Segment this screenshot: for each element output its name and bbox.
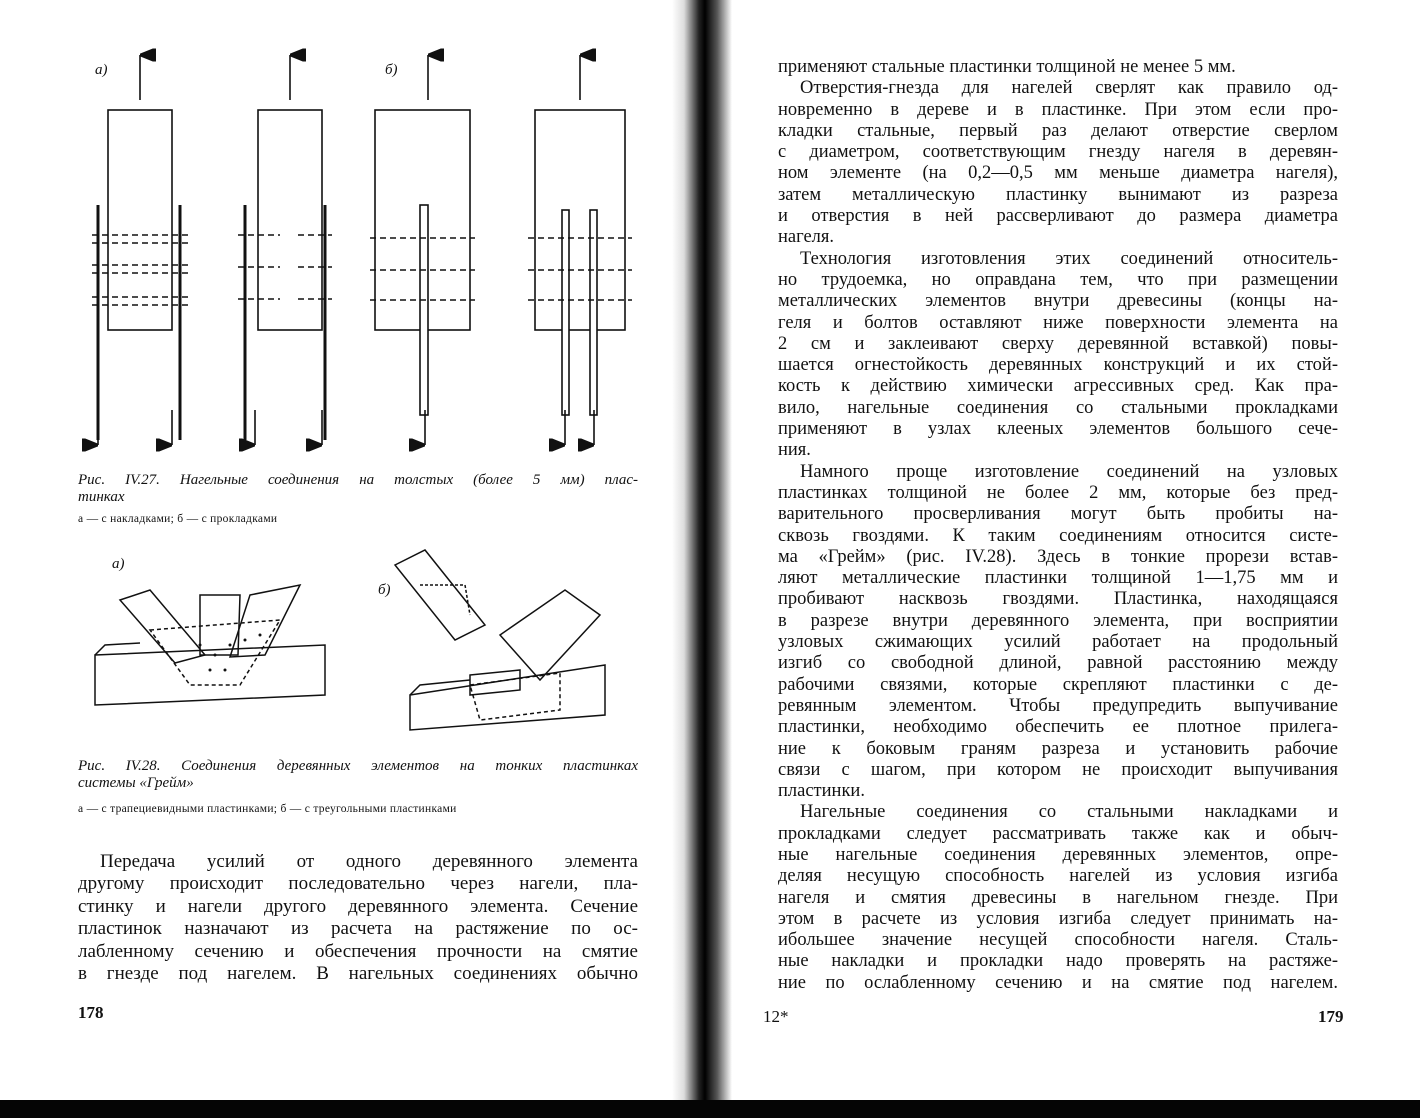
text-line: этом в расчете из условия изгиба следует принимать на- [778,908,1338,929]
text-line: пробивают насквозь гвоздями. Пластинка, находящаяся [778,589,1338,610]
text-line: связи с шагом, при котором не происходит выпучивания [778,759,1338,780]
text-line: сквозь гвоздями. К таким соединениям относится систе- [778,525,1338,546]
fig28-panel-a [95,585,325,705]
caption-line: тинках [78,489,125,505]
text-line: нагеля и смятия древесины в нагельном гнезде. При [778,887,1338,908]
text-line: с диаметром, соответствующим гнезду нагеля в деревян- [778,142,1338,163]
right-page [690,0,1420,1100]
text-line: изгиб со свободной длиной, равной расстоянию между [778,653,1338,674]
text-line: затем металлическую пластинку вынимают из разреза [778,184,1338,205]
text-line: 2 см и заклеивают сверху деревянной вставкой) повы- [778,333,1338,354]
fig27-legend: а — с накладками; б — с прокладками [78,513,278,525]
text-line: ма «Грейм» (рис. IV.28). Здесь в тонкие прорези встав- [778,546,1338,567]
fig27-panel-b2 [528,55,632,445]
left-body-text [78,851,638,985]
text-line: ния. [778,440,811,461]
text-line: пластинки. [778,781,865,802]
fig27-caption [78,472,638,506]
text-line: Передача усилий от одного деревянного элемента [100,851,638,872]
text-line: шается огнестойкость деревянных конструкций и их стой- [778,355,1338,376]
text-line: ные нагельные соединения деревянных элементов, опре- [778,844,1338,865]
left-page [0,0,690,1100]
fig27-label-a: а) [95,62,108,78]
scan-edge [0,1100,1420,1118]
signature-mark: 12* [763,1007,789,1026]
caption-line: Рис. IV.28. Соединения деревянных элементов на тонких пластинках [78,758,638,774]
text-line: пластинок назначают из расчета на растяжение по ос- [78,918,638,940]
text-line: но трудоемка, но оправдана тем, что при размещении [778,269,1338,290]
text-line: стинку и нагели другого деревянного элемента. Сечение [78,895,638,917]
text-line: и отверстия в ней рассверливают до размера диаметра [778,206,1338,227]
fig28-label-a: а) [112,556,125,572]
text-line: ревянным элементом. Чтобы предупредить выпучивание [778,695,1338,716]
text-line: Отверстия-гнезда для нагелей сверлят как правило од- [800,78,1338,99]
text-line: кость к действию химически агрессивных сред. Как пра- [778,376,1338,397]
text-line: лабленному сечению и обеспечения прочности на смятие [78,940,638,962]
text-line: варительного просверливания могут быть пробиты на- [778,504,1338,525]
figure-iv27-drawing [0,0,690,460]
text-line: пластинках толщиной не более 2 мм, которые без пред- [778,482,1338,503]
text-line: деляя несущую способность нагелей из условия изгиба [778,866,1338,887]
text-line: ном элементе (на 0,2—0,5 мм меньше диаметра нагеля), [778,163,1338,184]
text-line: ные накладки и прокладки надо проверять на растяже- [778,951,1338,972]
text-line: в гнезде под нагелем. В нагельных соединениях обычно [78,962,638,984]
text-line: ляют металлические пластинки толщиной 1—1,75 мм и [778,568,1338,589]
text-line: нагеля. [778,227,835,248]
text-line: ние к боковым граням разреза и установить рабочие [778,738,1338,759]
text-line: Намного проще изготовление соединений на узловых [800,461,1338,482]
text-line: вило, нагельные соединения со стальными прокладками [778,397,1338,418]
figure-iv28-drawing [0,545,690,745]
right-body-text [778,57,1338,994]
caption-line: системы «Грейм» [78,775,194,791]
text-line: рабочими связями, которые скрепляют пластинки с де- [778,674,1338,695]
fig27-panel-a1 [92,55,188,445]
text-line: узловых сжимающих усилий работает на продольный [778,632,1338,653]
text-line: в разрезе внутри деревянного элемента, при восприятии [778,610,1338,631]
text-line: прокладками следует рассматривать также как и обыч- [778,823,1338,844]
fig27-panel-a2 [238,55,332,445]
text-line: Нагельные соединения со стальными накладками и [800,802,1338,823]
text-line: применяют стальные пластинки толщиной не менее 5 мм. [778,57,1236,77]
fig27-panel-b1 [370,55,475,445]
text-line: геля и болтов оставляют ниже поверхности элемента на [778,312,1338,333]
text-line: пластинки, необходимо обеспечить ее плотное прилега- [778,717,1338,738]
caption-line: Рис. IV.27. Нагельные соединения на толстых (более 5 мм) плас- [78,472,638,488]
text-line: кладки стальные, первый раз делают отверстие сверлом [778,120,1338,141]
text-line: новременно в дереве и в пластинке. При этом если про- [778,99,1338,120]
fig28-legend: а — с трапециевидными пластинками; б — с треугольными пластинками [78,803,457,815]
text-line: Технология изготовления этих соединений относитель- [800,248,1338,269]
fig28-label-b: б) [378,582,391,598]
text-line: металлических элементов внутри древесины (концы на- [778,291,1338,312]
text-line: ибольшее значение несущей способности нагеля. Сталь- [778,930,1338,951]
page-number-left: 178 [78,1003,104,1022]
fig28-panel-b [395,550,605,730]
fig27-label-b: б) [385,62,398,78]
page-number-right: 179 [1318,1007,1344,1026]
fig28-caption [78,758,638,792]
text-line: ние по ослабленному сечению и на смятие под нагелем. [778,972,1338,993]
text-line: другому происходит последовательно через нагели, пла- [78,873,638,895]
text-line: применяют в узлах клееных элементов большого сече- [778,419,1338,440]
